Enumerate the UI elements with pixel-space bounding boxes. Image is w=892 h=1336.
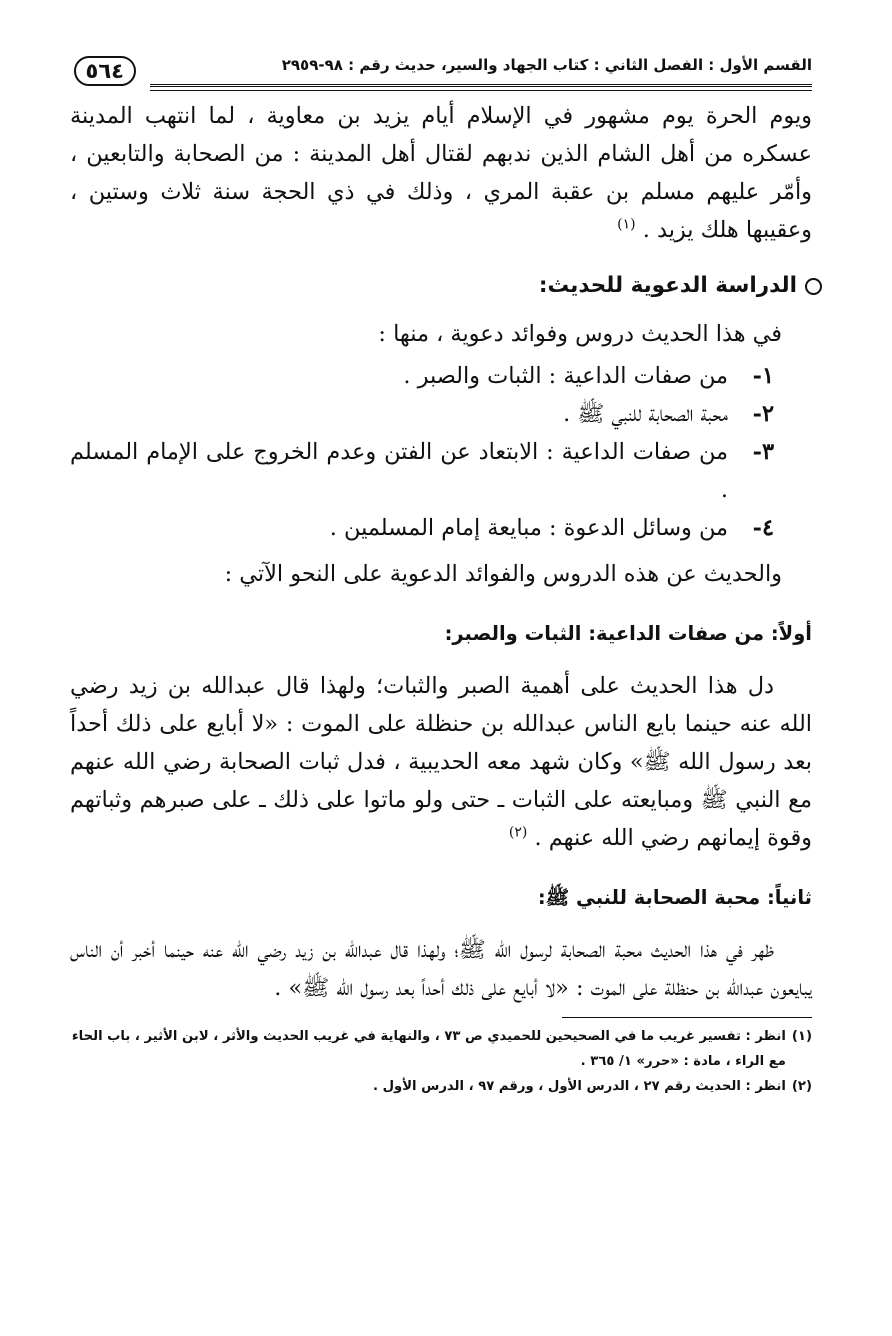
book-page [70,42,822,1099]
footnote-rule [562,1017,812,1018]
footnote-number: (١) [791,1029,812,1044]
first-lesson-paragraph [70,667,812,857]
section-outro: والحديث عن هذه الدروس والفوائد الدعوية على النحو الآتي : [224,561,782,587]
intro-paragraph [70,97,812,249]
first-lesson-heading: أولاً: من صفات الداعية: الثبات والصبر: [444,622,812,645]
page-header [70,42,822,86]
section-heading-text: الدراسة الدعوية للحديث: [538,273,797,298]
intro-text: ويوم الحرة يوم مشهور في الإسلام أيام يزيد بن معاوية ، لما انتهب المدينة عسكره من أهل الشام الذين ندبهم لقتال أهل المدينة : من الصحابة والتابعين ، وأمّر عليهم مسلم بن عقبة المري ، وذلك في ذي الحجة سنة ثلاث وستين ، وعقيبها هلك يزيد . [70,103,812,243]
list-item-text: من صفات الداعية : الابتعاد عن الفتن وعدم الخروج على الإمام المسلم . [70,439,728,503]
first-lesson-text: دل هذا الحديث على أهمية الصبر والثبات؛ ولهذا قال عبدالله بن زيد رضي الله عنه حينما بايع الناس عبدالله بن حنظلة على الموت : «لا أبايع على ذلك أحداً بعد رسول الله ﷺ» وكان شهد معه الحديبية ، فدل ثبات الصحابة رضي الله عنهم مع النبي ﷺ ومبايعته على الثبات ـ حتى ولو ماتوا على ذلك ـ على صبرهم وثباتهم وقوة إيمانهم رضي الله عنهم . [70,673,812,851]
list-item-number: ٤- [752,515,774,541]
list-item-text: محبة الصحابة للنبي ﷺ . [563,401,728,427]
list-item-text: من وسائل الدعوة : مبايعة إمام المسلمين . [329,515,728,541]
second-lesson-paragraph [70,931,812,1007]
list-item [70,357,774,395]
header-rule [150,84,812,91]
section-lead: في هذا الحديث دروس وفوائد دعوية ، منها : [378,321,782,347]
list-item [70,433,774,509]
page-number: ٥٦٤ [74,56,136,86]
footnote [70,1024,812,1074]
footnote-number: (٢) [791,1079,812,1094]
lessons-list [70,357,822,547]
list-item-number: ٢- [752,401,774,427]
footnote [70,1074,812,1099]
footnote-text: انظر : تفسير غريب ما في الصحيحين للحميدي ص ٧٣ ، والنهاية في غريب الحديث والأثر ، لابن الأثير ، باب الحاء مع الراء ، مادة : «حرر» ١/ ٣٦٥ . [71,1029,786,1069]
second-lesson-text: ظهر في هذا الحديث محبة الصحابة لرسول الله ﷺ؛ ولهذا قال عبدالله بن زيد رضي الله عنه حينما أخبر أن الناس يبايعون عبدالله بن حنظلة على الموت : «لا أبايع على ذلك أحداً بعد رسول الله ﷺ» . [70,937,812,1001]
page-body [70,97,822,1007]
footnote-ref-1: (١) [617,216,636,233]
list-item-number: ٣- [752,439,774,465]
running-head: القسم الأول : الفصل الثاني : كتاب الجهاد والسير، حديث رقم : ٩٨-٢٩٥٩ [281,56,812,74]
list-item-text: من صفات الداعية : الثبات والصبر . [403,363,728,389]
footnote-text: انظر : الحديث رقم ٢٧ ، الدرس الأول ، ورقم ٩٧ ، الدرس الأول . [372,1079,786,1094]
footnote-ref-2: (٢) [508,824,528,841]
footnotes [70,1024,812,1099]
second-lesson-heading: ثانياً: محبة الصحابة للنبي ﷺ: [537,886,812,909]
list-item-number: ١- [752,363,774,389]
section-heading [70,267,822,305]
list-item [70,509,774,547]
circle-bullet-icon [805,278,822,295]
list-item [70,395,774,433]
